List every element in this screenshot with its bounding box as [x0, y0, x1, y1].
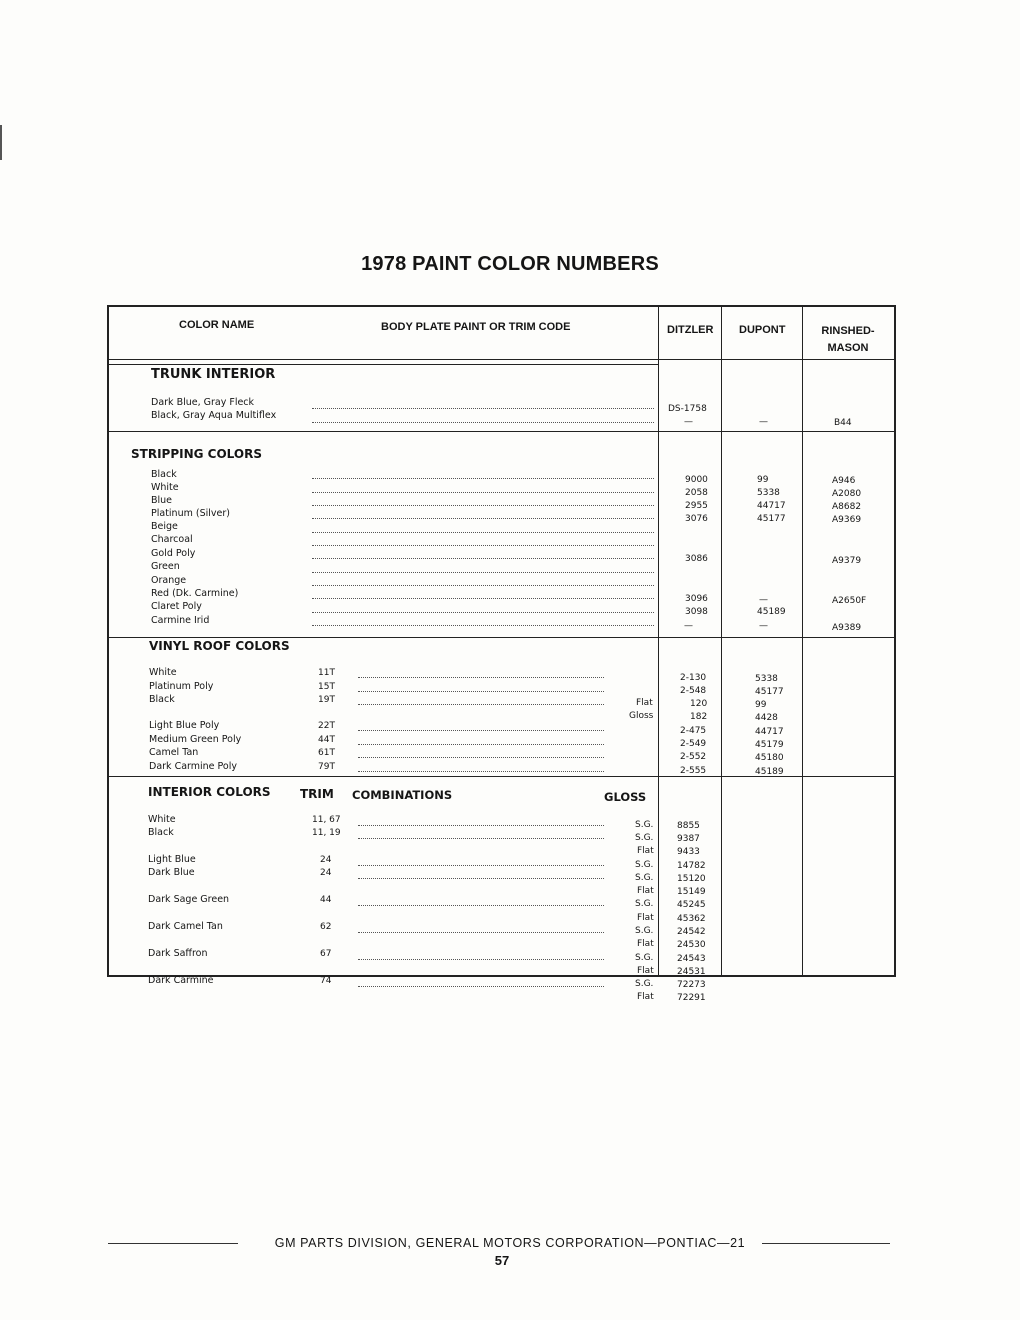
combinations-label: COMBINATIONS	[352, 788, 453, 802]
leader-dots	[358, 825, 604, 826]
stripping-row: Green	[151, 561, 180, 572]
stripping-dupont: 44717	[757, 501, 786, 511]
leader-dots	[358, 932, 604, 933]
section-rule-trunk	[107, 431, 896, 432]
interior-row: Dark Saffron	[148, 948, 208, 959]
stripping-row: Orange	[151, 575, 187, 586]
interior-ditzler: 14782	[677, 861, 706, 871]
interior-row: White	[148, 814, 176, 825]
stripping-row: Gold Poly	[151, 548, 196, 559]
leader-dots	[358, 959, 604, 960]
leader-dots	[312, 572, 654, 573]
vinyl-code: 61T	[318, 748, 335, 758]
stripping-dupont: —	[759, 595, 768, 605]
leader-dots	[358, 704, 604, 705]
trim-label: TRIM	[300, 787, 334, 801]
interior-gloss: S.G.	[635, 899, 654, 909]
interior-gloss: Flat	[637, 966, 654, 976]
vinyl-code: 79T	[318, 762, 335, 772]
leader-dots	[312, 625, 654, 626]
interior-ditzler: 8855	[677, 821, 700, 831]
interior-ditzler: 45245	[677, 900, 706, 910]
stripping-row: Black	[151, 469, 177, 480]
interior-gloss: S.G.	[635, 860, 654, 870]
vinyl-row: Dark Carmine Poly	[149, 761, 238, 772]
stripping-rinshed: A2650F	[832, 596, 867, 606]
vinyl-dupont: 44717	[755, 727, 784, 737]
interior-gloss: S.G.	[635, 953, 654, 963]
stripping-rinshed: A9389	[832, 623, 862, 633]
header-rinshed-line1: RINSHED-	[821, 325, 875, 337]
section-heading-stripping: STRIPPING COLORS	[131, 447, 262, 461]
leader-dots	[358, 905, 604, 906]
stripping-ditzler: 3098	[685, 607, 708, 617]
footer-text: GM PARTS DIVISION, GENERAL MOTORS CORPORATION—PONTIAC—21	[274, 1236, 746, 1250]
leader-dots	[358, 986, 604, 987]
leader-dots	[358, 878, 604, 879]
stripping-row: Charcoal	[151, 534, 193, 545]
vinyl-dupont: 5338	[755, 674, 778, 684]
section-rule-stripping	[107, 637, 896, 638]
vinyl-finish: Gloss	[629, 711, 654, 721]
stripping-ditzler: 3096	[685, 594, 708, 604]
stripping-row: Platinum (Silver)	[151, 508, 230, 519]
leader-dots	[312, 518, 654, 519]
stripping-ditzler: 2955	[685, 501, 708, 511]
section-heading-trunk: TRUNK INTERIOR	[151, 367, 276, 382]
vinyl-ditzler: 2-548	[680, 686, 707, 696]
interior-ditzler: 24542	[677, 927, 706, 937]
interior-trim: 74	[320, 976, 332, 986]
column-divider-rinshed	[802, 305, 803, 977]
section-heading-interior: INTERIOR COLORS	[148, 785, 271, 799]
stripping-ditzler: 9000	[685, 475, 708, 485]
leader-dots	[312, 492, 654, 493]
interior-ditzler: 15120	[677, 874, 706, 884]
trunk-row: Black, Gray Aqua Multiflex	[151, 410, 277, 421]
vinyl-dupont: 45179	[755, 740, 784, 750]
interior-ditzler: 9433	[677, 847, 700, 857]
interior-ditzler: 72291	[677, 993, 706, 1003]
trunk-row: Dark Blue, Gray Fleck	[151, 397, 255, 408]
stripping-row: Claret Poly	[151, 601, 202, 612]
vinyl-row: Medium Green Poly	[149, 734, 242, 745]
vinyl-ditzler: 182	[690, 712, 708, 722]
vinyl-row: Camel Tan	[149, 747, 199, 758]
interior-gloss: Flat	[637, 846, 654, 856]
stripping-row: White	[151, 482, 179, 493]
vinyl-dupont: 99	[755, 700, 767, 710]
stripping-rinshed: A8682	[832, 502, 862, 512]
leader-dots	[312, 612, 654, 613]
page-title: 1978 PAINT COLOR NUMBERS	[361, 253, 659, 275]
column-divider-dupont	[721, 305, 722, 977]
leader-dots	[312, 422, 654, 423]
stripping-row: Blue	[151, 495, 173, 506]
stripping-dupont: —	[759, 621, 768, 631]
header-dupont: DUPONT	[739, 324, 786, 336]
vinyl-row: Black	[149, 694, 175, 705]
interior-gloss: S.G.	[635, 833, 654, 843]
interior-trim: 11, 19	[312, 828, 341, 838]
interior-trim: 62	[320, 922, 332, 932]
interior-trim: 11, 67	[312, 815, 341, 825]
stripping-row: Beige	[151, 521, 178, 532]
header-rinshed-line2: MASON	[827, 342, 869, 354]
stripping-rinshed: A946	[832, 476, 856, 486]
stripping-row: Carmine Irid	[151, 615, 210, 626]
vinyl-ditzler: 2-130	[680, 673, 707, 683]
interior-gloss: Flat	[637, 886, 654, 896]
leader-dots	[358, 691, 604, 692]
vinyl-ditzler: 2-475	[680, 726, 707, 736]
trunk-ditzler: —	[684, 417, 693, 427]
stripping-row: Red (Dk. Carmine)	[151, 588, 239, 599]
vinyl-code: 22T	[318, 721, 335, 731]
interior-gloss: S.G.	[635, 979, 654, 989]
interior-ditzler: 9387	[677, 834, 700, 844]
interior-row: Dark Carmine	[148, 975, 214, 986]
interior-gloss: Flat	[637, 992, 654, 1002]
section-heading-vinyl: VINYL ROOF COLORS	[149, 639, 290, 653]
vinyl-code: 15T	[318, 682, 335, 692]
leader-dots	[312, 408, 654, 409]
leader-dots	[358, 677, 604, 678]
vinyl-ditzler: 2-549	[680, 739, 707, 749]
interior-ditzler: 45362	[677, 914, 706, 924]
leader-dots	[312, 585, 654, 586]
stripping-ditzler: —	[684, 621, 693, 631]
gloss-label: GLOSS	[604, 790, 647, 804]
vinyl-dupont: 45180	[755, 753, 784, 763]
column-divider-ditzler	[658, 305, 659, 977]
leader-dots	[312, 558, 654, 559]
stripping-ditzler: 3086	[685, 554, 708, 564]
trunk-rinshed: B44	[834, 418, 852, 428]
trunk-ditzler: DS-1758	[668, 404, 707, 414]
interior-gloss: S.G.	[635, 926, 654, 936]
leader-dots	[358, 771, 604, 772]
interior-trim: 24	[320, 868, 332, 878]
interior-trim: 67	[320, 949, 332, 959]
vinyl-ditzler: 2-555	[680, 766, 707, 776]
stripping-dupont: 99	[757, 475, 769, 485]
vinyl-code: 11T	[318, 668, 335, 678]
stripping-dupont: 5338	[757, 488, 780, 498]
vinyl-row: Light Blue Poly	[149, 720, 220, 731]
stripping-ditzler: 3076	[685, 514, 708, 524]
leader-dots	[358, 757, 604, 758]
page-number: 57	[494, 1253, 510, 1268]
vinyl-dupont: 4428	[755, 713, 778, 723]
leader-dots	[358, 838, 604, 839]
leader-dots	[312, 598, 654, 599]
interior-ditzler: 24530	[677, 940, 706, 950]
interior-row: Dark Sage Green	[148, 894, 230, 905]
vinyl-ditzler: 2-552	[680, 752, 707, 762]
vinyl-code: 19T	[318, 695, 335, 705]
interior-trim: 44	[320, 895, 332, 905]
leader-dots	[312, 532, 654, 533]
leader-dots	[358, 865, 604, 866]
vinyl-dupont: 45177	[755, 687, 784, 697]
interior-trim: 24	[320, 855, 332, 865]
vinyl-row: Platinum Poly	[149, 681, 214, 692]
stripping-dupont: 45189	[757, 607, 786, 617]
vinyl-dupont: 45189	[755, 767, 784, 777]
header-ditzler: DITZLER	[667, 324, 714, 336]
vinyl-ditzler: 120	[690, 699, 708, 709]
leader-dots	[358, 730, 604, 731]
leader-dots	[312, 478, 654, 479]
vinyl-code: 44T	[318, 735, 335, 745]
stripping-rinshed: A9369	[832, 515, 862, 525]
header-rule	[107, 359, 896, 360]
stripping-dupont: 45177	[757, 514, 786, 524]
leader-dots	[358, 744, 604, 745]
stripping-ditzler: 2058	[685, 488, 708, 498]
leader-dots	[312, 545, 654, 546]
interior-gloss: Flat	[637, 913, 654, 923]
interior-ditzler: 72273	[677, 980, 706, 990]
interior-gloss: S.G.	[635, 873, 654, 883]
interior-gloss: Flat	[637, 939, 654, 949]
leader-dots	[312, 505, 654, 506]
interior-gloss: S.G.	[635, 820, 654, 830]
interior-ditzler: 24543	[677, 954, 706, 964]
scan-margin-mark	[0, 125, 2, 160]
trunk-dupont: —	[759, 417, 768, 427]
stripping-rinshed: A2080	[832, 489, 862, 499]
interior-row: Light Blue	[148, 854, 196, 865]
interior-row: Dark Camel Tan	[148, 921, 223, 932]
interior-row: Black	[148, 827, 174, 838]
interior-ditzler: 24531	[677, 967, 706, 977]
stripping-rinshed: A9379	[832, 556, 862, 566]
vinyl-finish: Flat	[636, 698, 653, 708]
interior-row: Dark Blue	[148, 867, 195, 878]
header-color-name: COLOR NAME	[179, 319, 255, 331]
header-body-plate: BODY PLATE PAINT OR TRIM CODE	[381, 321, 571, 333]
interior-ditzler: 15149	[677, 887, 706, 897]
vinyl-row: White	[149, 667, 177, 678]
header-rule-inner	[107, 364, 658, 365]
